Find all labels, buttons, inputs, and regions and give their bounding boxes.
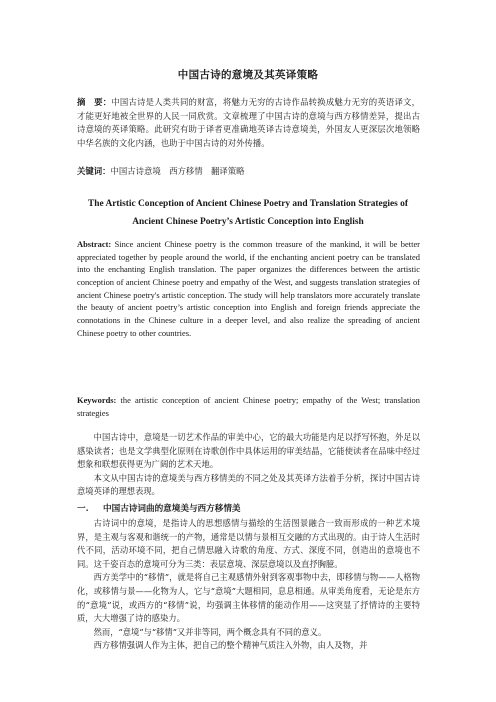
intro-paragraph: 中国古诗中，意境是一切艺术作品的审美中心，它的最大功能是内足以抒写怀抱，外足以感染读者；也是文学典型化原则在诗歌创作中具体运用的审美结晶，它能使读者在品味中经过想象和联想获得更为广阔的艺术天地。: [77, 432, 420, 470]
section-number: 一.: [77, 504, 89, 514]
abstract-cn-text: 中国古诗是人类共同的财富，将魅力无穷的古诗作品转换成魅力无穷的英语译文，才能更好地被全世界的人民一同欣赏。文章梳理了中国古诗的意境与西方移情差异，提出古诗意境的英译策略。此研究有助于译者更准确地英译古诗意境美，外国友人更深层次地领略中华名族的文化内涵，也助于中国古诗的对外传播。: [77, 97, 421, 148]
keywords-en-label: Keywords:: [77, 395, 117, 405]
body-paragraph: 西方美学中的“移情”，就是将自己主观感情外射到客观事物中去，即移情与物——人格物化，或移情与景——化物为人，它与“意境”大题相同，息息相通。从审美角度看，无论是东方的“意境”说，或西方的“移情”说，均强调主体移情的能动作用——这突显了抒情诗的主要特质，大大增强了诗的感染力。: [77, 572, 420, 624]
body-paragraph: 然而，“意境”与“移情”又并非等同，两个概念具有不同的意义。: [93, 626, 327, 637]
abstract-cn: [77, 96, 420, 150]
keywords-en: [77, 394, 420, 419]
abstract-en: [77, 238, 420, 339]
body-paragraph: 古诗词中的意境，是指诗人的思想感情与描绘的生活图景融合一致而形成的一种艺术境界，是主观与客观和谐统一的产物，通常是以情与景相互交融的方式出现的。由于诗人生活时代不同，活动环境不同，把自己情思融入诗歌的角度、方式、深度不同，创造出的意境也不同。这千姿百态的意境可分为三类：表层意境、深层意境以及直抒胸臆。: [77, 518, 420, 569]
section-heading: [77, 502, 420, 514]
keywords-cn-label: 关键词：: [77, 166, 111, 176]
paper-title-en-line2: Ancient Chinese Poetry’s Artistic Conception into English: [132, 217, 364, 227]
keywords-cn: [77, 165, 420, 178]
body-paragraph: 西方移情强调人作为主体，把自己的整个精神气质注入外物，由人及物，并: [93, 640, 368, 651]
intro-paragraph: 本文从中国古诗的意境美与西方移情美的不同之处及其英译方法着手分析，探讨中国古诗意境英译的理想表现。: [77, 472, 420, 497]
keywords-cn-text: 中国古诗意境 西方移情 翻译策略: [110, 166, 245, 176]
paper-title-cn: 中国古诗的意境及其英译策略: [177, 69, 319, 81]
section-body: [77, 517, 420, 653]
abstract-en-label: Abstract:: [77, 239, 112, 249]
paper-title-en-line1: The Artistic Conception of Ancient Chinese Poetry and Translation Strategies of: [88, 199, 408, 209]
paper-title-en: [60, 195, 436, 231]
abstract-en-text: Since ancient Chinese poetry is the common treasure of the mankind, it will be better appreciated together by people around the world, if the enchanting ancient poetry can be translated into the enchanting English translation. The paper organizes the differences between the artistic conception of ancient Chinese poetry and empathy of the West, and suggests translation strategies of ancient Chinese poetry's artistic conception. The study will help translators more accurately translate the beauty of ancient poetry’s artistic conception into English and foreign friends appreciate the connotations in the Chinese culture in a deeper level, and also realize the spreading of ancient Chinese poetry to other countries.: [77, 239, 420, 338]
keywords-en-text: the artistic conception of ancient Chinese poetry; empathy of the West; translation strategies: [77, 395, 420, 418]
abstract-cn-label: 摘 要：: [77, 97, 112, 107]
section-title: 中国古诗词曲的意境美与西方移情美: [103, 504, 241, 514]
introduction: [77, 431, 420, 499]
